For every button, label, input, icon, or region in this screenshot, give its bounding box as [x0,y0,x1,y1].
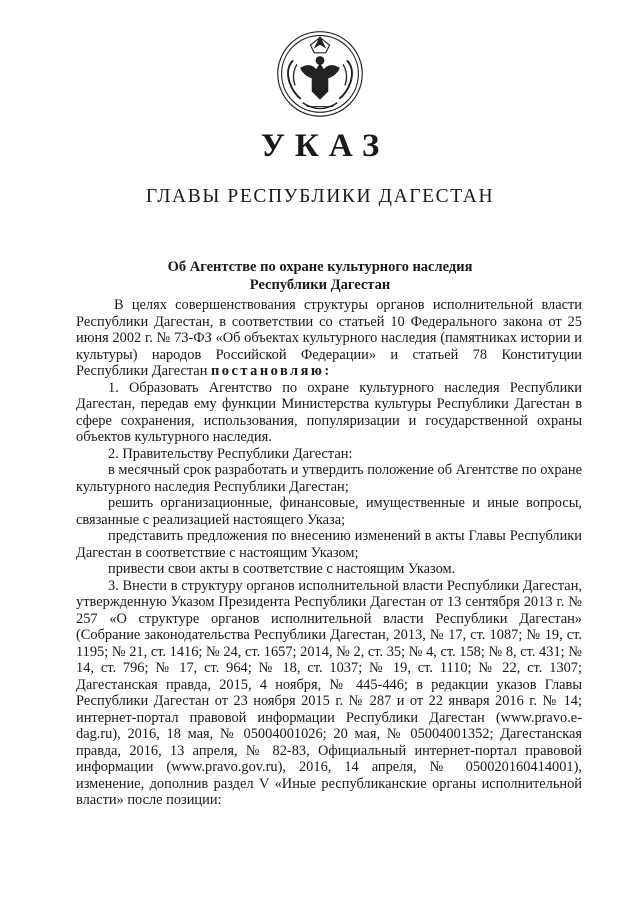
item-2-subitem-c: представить предложения по внесению изменений в акты Главы Республики Дагестан в соответствие с настоящим Указом; [76,528,582,561]
decree-heading-line-1: Об Агентстве по охране культурного наследия [167,259,473,275]
decree-body [76,297,582,809]
item-3-paragraph: 3. Внести в структуру органов исполнительной власти Республики Дагестан, утвержденную Указом Президента Республики Дагестан от 13 сентября 2013 г. № 257 «О структуре органов исполнительной власти Республики Дагестан» (Собрание законодательства Республики Дагестан, 2013, № 17, ст. 1087; № 19, ст. 1195; № 21, ст. 1416; № 24, ст. 1657; 2014, № 2, ст. 35; № 4, ст. 158; № 8, ст. 431; № 14, ст. 796; № 17, ст. 964; № 18, ст. 1037; № 19, ст. 1110; № 22, ст. 1307; Дагестанская правда, 2015, 4 ноября, № 445-446; в редакции указов Главы Республики Дагестан от 23 ноября 2015 г. № 287 и от 22 января 2016 г. № 14; интернет-портал правовой информации Республики Дагестан (www.pravo.e-dag.ru), 2016, 18 мая, № 05004001026; 20 мая, № 05004001352; Дагестанская правда, 2016, 13 апреля, № 82-83, Официальный интернет-портал правовой информации (www.pravo.gov.ru), 2016, 14 апреля, № 050020160414001), изменение, дополнив раздел V «Иные республиканские органы исполнительной власти» после позиции: [76,577,582,808]
item-2-subitem-b: решить организационные, финансовые, имущественные и иные вопросы, связанные с реализацией настоящего Указа; [76,495,582,528]
decree-word: постановляю: [211,363,332,379]
item-2-subitem-d: привести свои акты в соответствие с настоящим Указом. [108,561,456,577]
item-2-paragraph: 2. Правительству Республики Дагестан: [108,445,353,462]
item-1-paragraph: 1. Образовать Агентство по охране культурного наследия Республики Дагестан, передав ему функции Министерства культуры Республики Дагестан в сфере сохранения, использования, популяризации и государственной охраны объектов культурного наследия. [76,379,582,445]
preamble-paragraph [76,297,582,380]
document-title: УКАЗ [260,128,390,164]
coat-of-arms-icon [272,24,368,120]
preamble-text: В целях совершенствования структуры органов исполнительной власти Республики Дагестан, в соответствии со статьей 10 Федерального закона от 25 июня 2002 г. № 73-ФЗ «Об объектах культурного наследия (памятниках истории и культуры) народов Российской Федерации» и статьей 78 Конституции Республики Дагестан [76,297,582,379]
decree-heading-line-2: Республики Дагестан [249,277,391,293]
item-2-subitem-a: в месячный срок разработать и утвердить положение об Агентстве по охране культурного наследия Республики Дагестан; [76,462,582,495]
decree-heading [0,258,640,294]
document-subtitle: ГЛАВЫ РЕСПУБЛИКИ ДАГЕСТАН [145,186,495,207]
